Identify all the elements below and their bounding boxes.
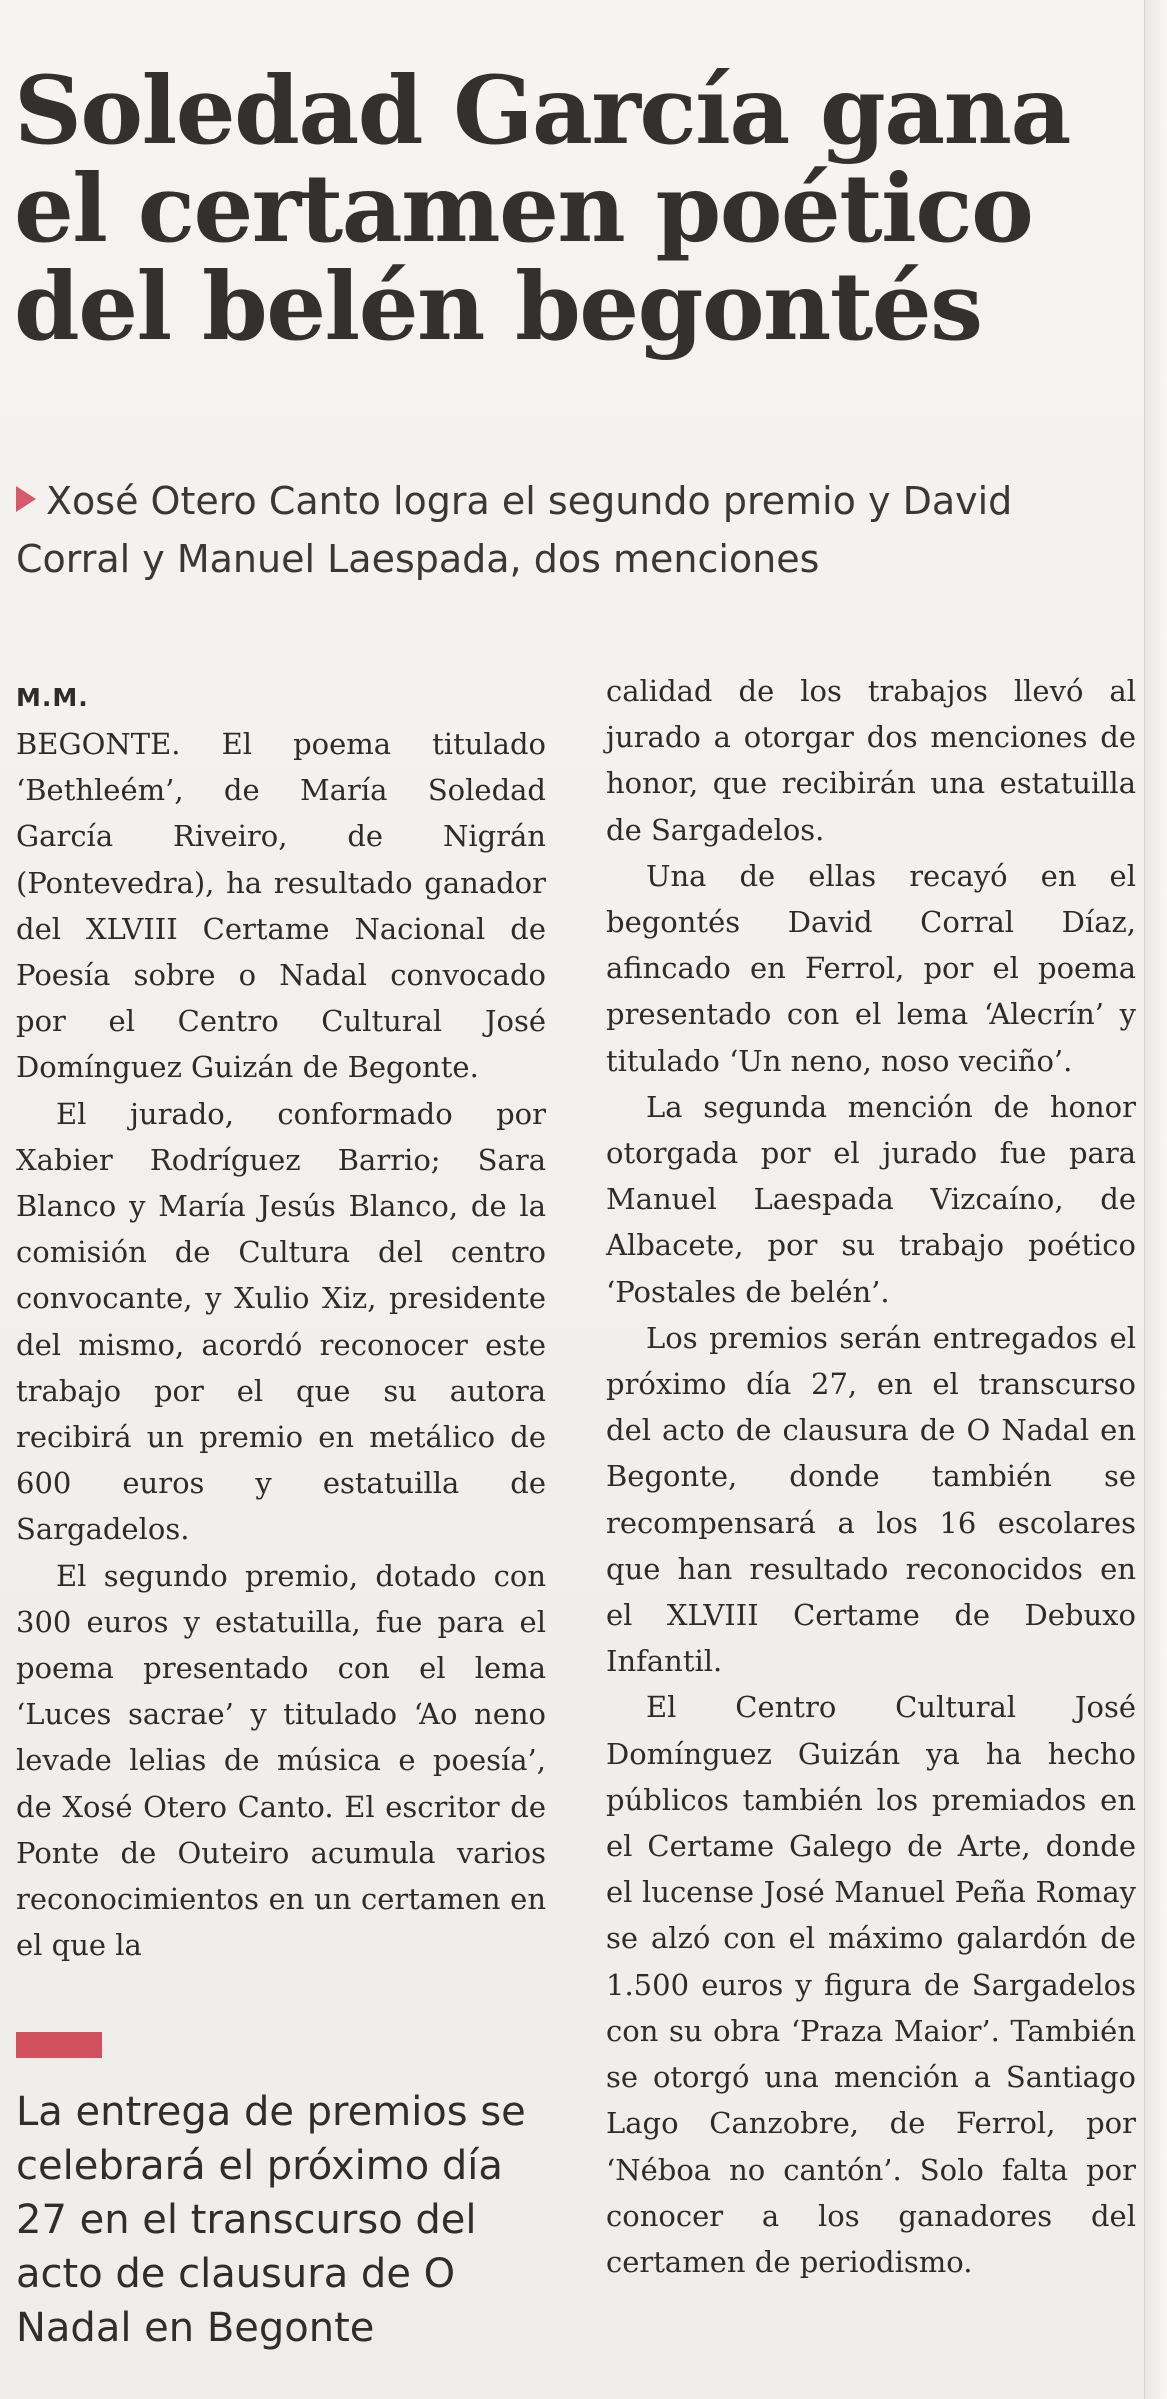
paragraph: Una de ellas recayó en el begontés David Corral Díaz, afincado en Ferrol, por el poema presentado con el lema ‘Alecrín’ y titulado ‘Un neno, noso veciño’. — [606, 858, 1136, 1078]
paragraph: Los premios serán entregados el próximo día 27, en el transcurso del acto de clausura de O Nadal en Begonte, donde también se recompensará a los 16 escolares que han resultado reconocidos en el XLVIII Certame de Debuxo Infantil. — [606, 1320, 1136, 1679]
article-column-left — [16, 675, 546, 1968]
triangle-marker-icon — [16, 486, 36, 512]
headline: Soledad García gana el certamen poético del belén begontés — [14, 56, 1070, 362]
subhead-text: Xosé Otero Canto logra el segundo premio y David Corral y Manuel Laespada, dos menciones — [16, 479, 1013, 581]
paragraph: La segunda mención de honor otorgada por el jurado fue para Manuel Laespada Vizcaíno, de Albacete, por su trabajo poético ‘Postales de belén’. — [606, 1089, 1136, 1309]
page-edge — [1144, 0, 1167, 2399]
article-column-right — [606, 668, 1136, 2285]
paragraph: BEGONTE. El poema titulado ‘Bethleém’, de María Soledad García Riveiro, de Nigrán (Pontevedra), ha resultado ganador del XLVIII Certame Nacional de Poesía sobre o Nadal convocado por el Centro Cultural José Domínguez Guizán de Begonte. — [16, 727, 546, 1085]
byline: M.M. — [16, 683, 89, 712]
paragraph: El Centro Cultural José Domínguez Guizán ya ha hecho públicos también los premiados en el Certame Galego de Arte, donde el lucense José Manuel Peña Romay se alzó con el máximo galardón de 1.500 euros y figura de Sargadelos con su obra ‘Praza Maior’. También se otorgó una mención a Santiago Lago Canzobre, de Ferrol, por ‘Néboa no cantón’. Solo falta por conocer a los ganadores del certamen de periodismo. — [606, 1690, 1136, 2279]
paragraph: calidad de los trabajos llevó al jurado a otorgar dos menciones de honor, que recibirán una estatuilla de Sargadelos. — [606, 674, 1136, 847]
paragraph: El segundo premio, dotado con 300 euros y estatuilla, fue para el poema presentado con el lema ‘Luces sacrae’ y titulado ‘Ao neno levade lelias de música e poesía’, de Xosé Otero Canto. El escritor de Ponte de Outeiro acumula varios reconocimientos en un certamen en el que la — [16, 1558, 546, 1963]
accent-bar — [16, 2032, 102, 2058]
paragraph: El jurado, conformado por Xabier Rodríguez Barrio; Sara Blanco y María Jesús Blanco, de la comisión de Cultura del centro convocante, y Xulio Xiz, presidente del mismo, acordó reconocer este trabajo por el que su autora recibirá un premio en metálico de 600 euros y estatuilla de Sargadelos. — [16, 1096, 546, 1547]
pull-quote: La entrega de premios se celebrará el próximo día 27 en el transcurso del acto de clausura de O Nadal en Begonte — [16, 2089, 526, 2351]
subhead — [16, 472, 1136, 588]
